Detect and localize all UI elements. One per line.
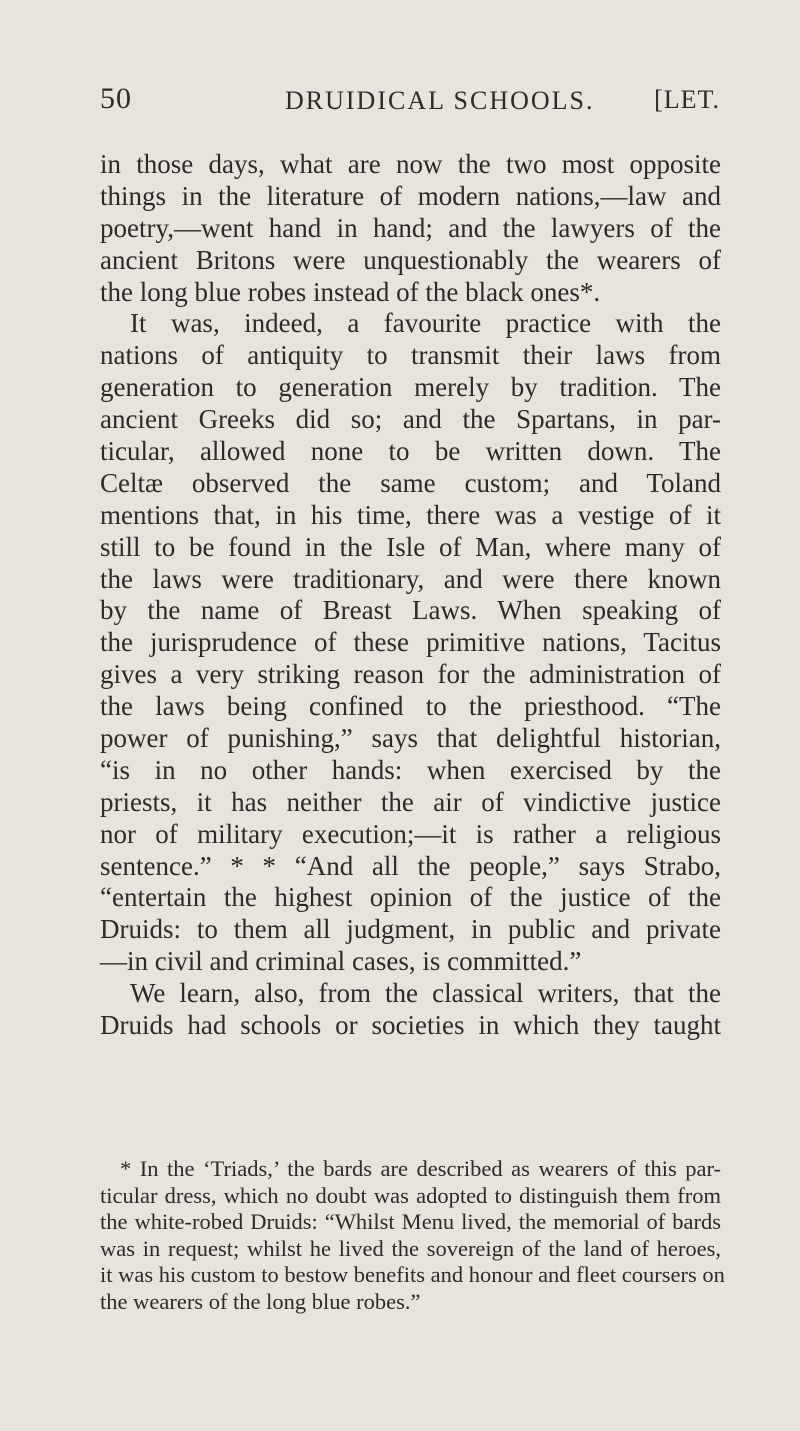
body-line: ticular, allowed none to be written down. The (100, 436, 721, 467)
body-line: in those days, what are now the two most opposite (100, 149, 721, 179)
footnote-line: the white-robed Druids: “Whilst Menu lived, the memorial of bards (100, 1209, 721, 1235)
body-line: the jurisprudence of these primitive nations, Tacitus (100, 627, 721, 658)
body-line: by the name of Breast Laws. When speaking of (100, 595, 721, 626)
footnote-line: * In the ‘Triads,’ the bards are described as wearers of this par- (120, 1156, 721, 1181)
body-line: poetry,—went hand in hand; and the lawyers of the (100, 212, 721, 243)
body-line: gives a very striking reason for the administration of (100, 659, 721, 690)
body-line: things in the literature of modern nations,—law and (100, 180, 721, 211)
body-text (100, 149, 721, 1042)
footnote-line: was in request; whilst he lived the sovereign of the land of heroes, (100, 1235, 721, 1261)
body-line: It was, indeed, a favourite practice with the (130, 308, 721, 339)
body-line: Celtæ observed the same custom; and Toland (100, 467, 721, 498)
body-line: nor of military execution;—it is rather a religious (100, 818, 721, 849)
body-line: ancient Britons were unquestionably the wearers of (100, 244, 721, 275)
body-line: We learn, also, from the classical writers, that the (130, 978, 721, 1009)
body-line: sentence.” * * “And all the people,” says Strabo, (100, 850, 721, 881)
running-title: DRUIDICAL SCHOOLS. (285, 86, 595, 115)
running-head (100, 82, 720, 122)
footnote-line: the wearers of the long blue robes.” (100, 1288, 421, 1314)
body-line: the long blue robes instead of the black ones*. (100, 276, 601, 307)
body-line: “is in no other hands: when exercised by the (100, 754, 721, 785)
body-line: nations of antiquity to transmit their laws from (100, 340, 721, 371)
footnote-line: ticular dress, which no doubt was adopted to distinguish them from (100, 1182, 721, 1208)
footnote (100, 1156, 725, 1316)
body-line: ancient Greeks did so; and the Spartans, in par- (100, 404, 721, 435)
footnote-line: it was his custom to bestow benefits and honour and fleet coursers on (100, 1262, 725, 1288)
page-number: 50 (100, 82, 132, 115)
body-line: Druids had schools or societies in which they taught (100, 1010, 721, 1041)
body-line: power of punishing,” says that delightful historian, (100, 723, 721, 754)
body-line: still to be found in the Isle of Man, where many of (100, 531, 721, 562)
body-line: mentions that, in his time, there was a vestige of it (100, 499, 721, 530)
body-line: —in civil and criminal cases, is committed.” (100, 946, 582, 977)
body-line: the laws were traditionary, and were there known (100, 563, 721, 594)
body-line: the laws being confined to the priesthood. “The (100, 691, 721, 722)
body-line: “entertain the highest opinion of the justice of the (100, 882, 721, 913)
body-line: generation to generation merely by tradition. The (100, 372, 721, 403)
body-line: Druids: to them all judgment, in public and private (100, 914, 721, 945)
body-line: priests, it has neither the air of vindictive justice (100, 786, 721, 817)
running-side-note: [LET. (654, 85, 720, 114)
